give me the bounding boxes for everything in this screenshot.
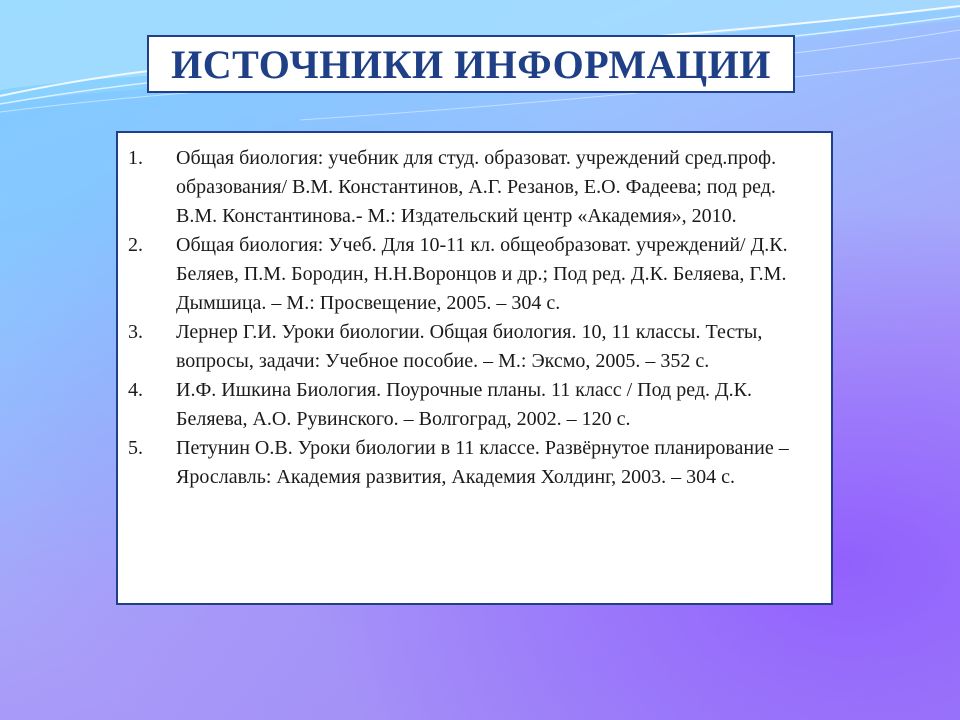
- references-box: [116, 131, 833, 605]
- reference-number: 5.: [128, 437, 143, 459]
- reference-item: [128, 434, 815, 492]
- reference-text: Общая биология: учебник для студ. образоват. учреждений сред.проф. образования/ В.М. Константинов, А.Г. Резанов, Е.О. Фадеева; под ред. В.М. Константинова.- М.: Издательский центр «Академия», 2010.: [176, 147, 777, 227]
- reference-text: Общая биология: Учеб. Для 10-11 кл. общеобразоват. учреждений/ Д.К. Беляев, П.М. Бородин, Н.Н.Воронцов и др.; Под ред. Д.К. Беляева, Г.М. Дымшица. – М.: Просвещение, 2005. – 304 с.: [176, 234, 788, 314]
- reference-number: 1.: [128, 147, 143, 169]
- reference-item: [128, 231, 815, 318]
- references-list: [128, 144, 815, 492]
- reference-item: [128, 318, 815, 376]
- reference-text: Петунин О.В. Уроки биологии в 11 классе. Развёрнутое планирование – Ярославль: Академия развития, Академия Холдинг, 2003. – 304 с.: [176, 437, 789, 488]
- reference-item: [128, 376, 815, 434]
- reference-number: 4.: [128, 379, 143, 401]
- page-title: ИСТОЧНИКИ ИНФОРМАЦИИ: [171, 41, 771, 87]
- reference-text: И.Ф. Ишкина Биология. Поурочные планы. 11 класс / Под ред. Д.К. Беляева, А.О. Рувинского. – Волгоград, 2002. – 120 с.: [176, 379, 752, 430]
- reference-text: Лернер Г.И. Уроки биологии. Общая биология. 10, 11 классы. Тесты, вопросы, задачи: Учебное пособие. – М.: Эксмо, 2005. – 352 с.: [176, 321, 763, 372]
- reference-item: [128, 144, 815, 231]
- reference-number: 2.: [128, 234, 143, 256]
- title-box: [147, 35, 795, 93]
- reference-number: 3.: [128, 321, 143, 343]
